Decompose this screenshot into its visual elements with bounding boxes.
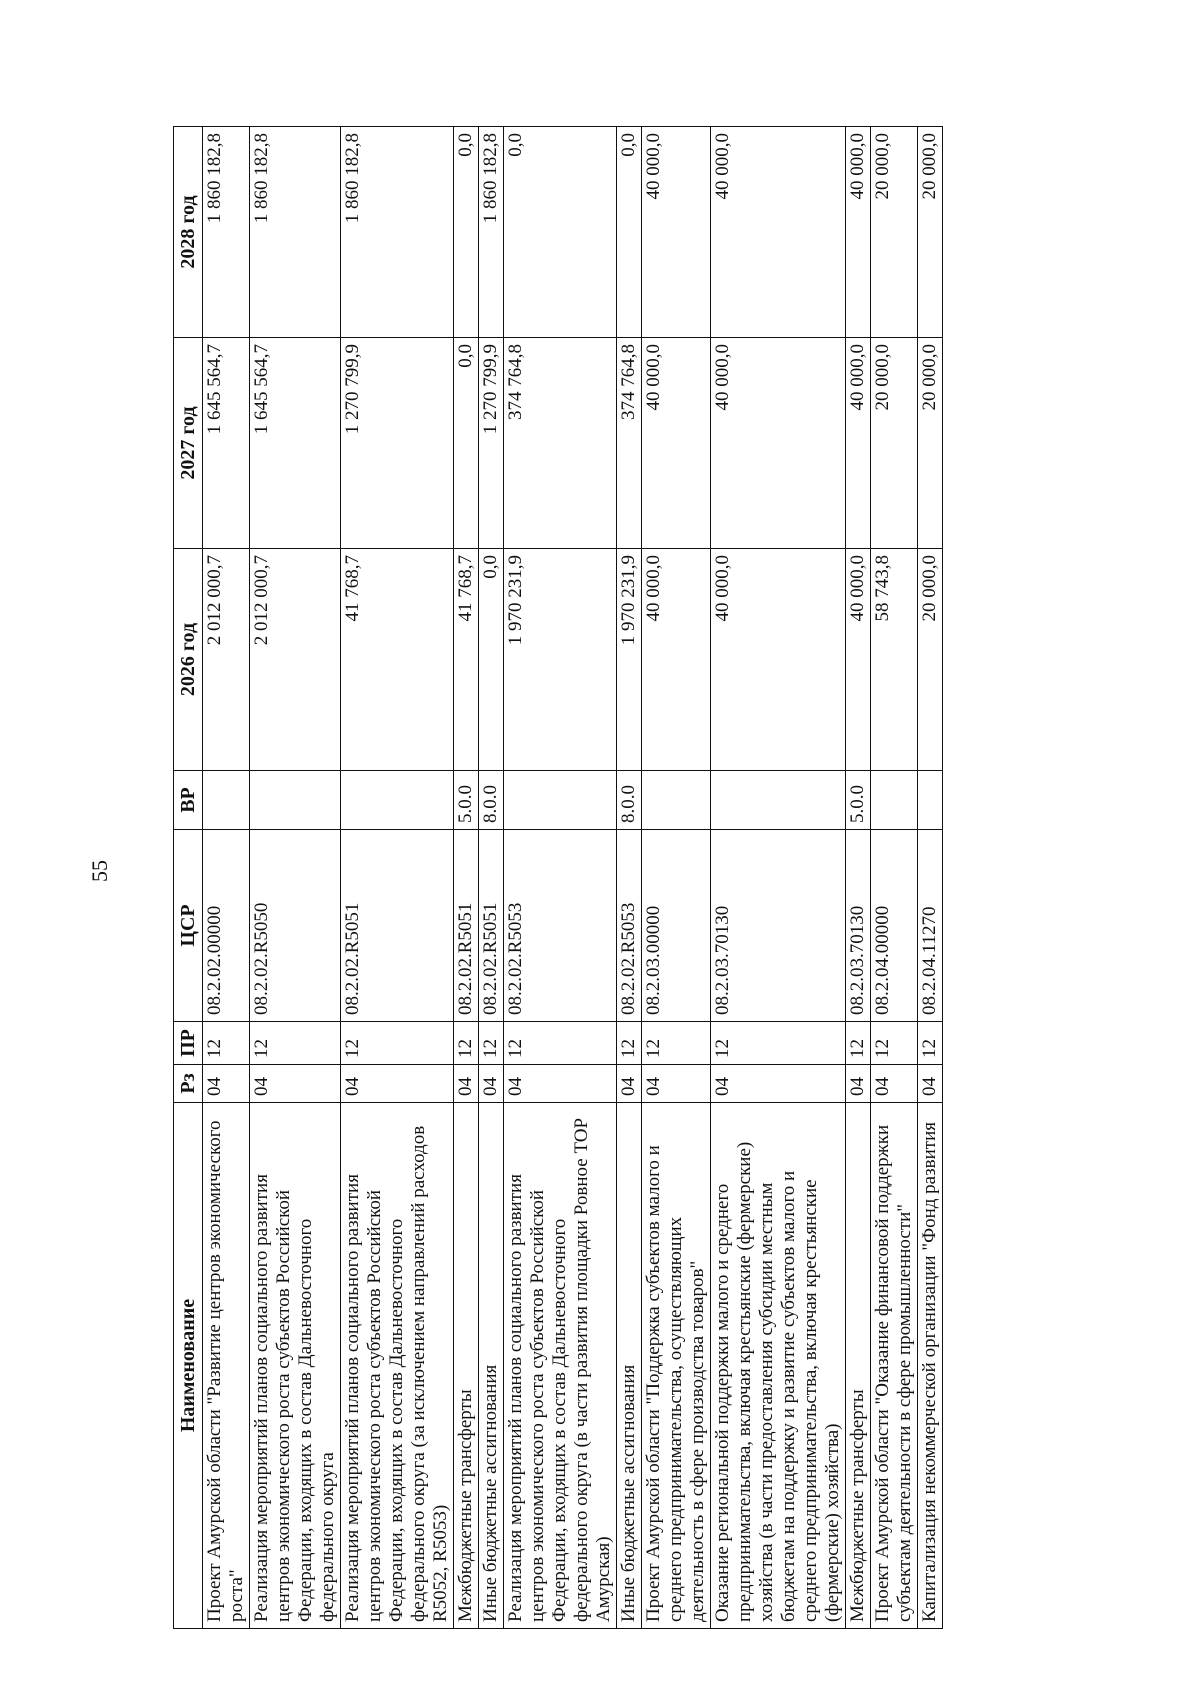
cell-pr: 12 bbox=[617, 1022, 642, 1065]
header-name: Наименование bbox=[174, 1103, 203, 1629]
cell-2026: 41 768,7 bbox=[341, 549, 454, 771]
cell-csr: 08.2.02.R5053 bbox=[617, 830, 642, 1022]
cell-pr: 12 bbox=[479, 1022, 504, 1065]
cell-name: Реализация мероприятий планов социального развития центров экономического роста субъектов Российской Федерации, входящих в состав Дальневосточного федерального округа (за исключением направлений расходов R5052, R5053) bbox=[341, 1103, 454, 1629]
cell-2026: 40 000,0 bbox=[846, 549, 871, 771]
cell-vr: 5.0.0 bbox=[454, 771, 479, 830]
budget-table bbox=[173, 126, 943, 1629]
cell-name: Межбюджетные трансферты bbox=[846, 1103, 871, 1629]
cell-name: Иные бюджетные ассигнования bbox=[617, 1103, 642, 1629]
cell-2026: 2 012 000,7 bbox=[250, 549, 341, 771]
cell-pr: 12 bbox=[711, 1022, 846, 1065]
cell-csr: 08.2.02.R5050 bbox=[250, 830, 341, 1022]
header-2028: 2028 год bbox=[174, 127, 203, 338]
cell-name: Проект Амурской области "Развитие центров экономического роста" bbox=[203, 1103, 250, 1629]
cell-rz: 04 bbox=[250, 1065, 341, 1103]
cell-vr bbox=[504, 771, 617, 830]
header-vr: ВР bbox=[174, 771, 203, 830]
table-row bbox=[918, 127, 943, 1629]
cell-rz: 04 bbox=[711, 1065, 846, 1103]
cell-csr: 08.2.02.R5053 bbox=[504, 830, 617, 1022]
cell-2028: 40 000,0 bbox=[711, 127, 846, 338]
cell-2026: 1 970 231,9 bbox=[617, 549, 642, 771]
cell-csr: 08.2.02.00000 bbox=[203, 830, 250, 1022]
table-row bbox=[479, 127, 504, 1629]
cell-rz: 04 bbox=[642, 1065, 711, 1103]
cell-vr bbox=[918, 771, 943, 830]
table-row bbox=[203, 127, 250, 1629]
table-row bbox=[341, 127, 454, 1629]
cell-pr: 12 bbox=[871, 1022, 918, 1065]
cell-2026: 58 743,8 bbox=[871, 549, 918, 771]
cell-2028: 40 000,0 bbox=[846, 127, 871, 338]
cell-2026: 41 768,7 bbox=[454, 549, 479, 771]
cell-name: Межбюджетные трансферты bbox=[454, 1103, 479, 1629]
cell-2027: 1 645 564,7 bbox=[250, 338, 341, 549]
cell-vr bbox=[341, 771, 454, 830]
cell-2027: 1 270 799,9 bbox=[341, 338, 454, 549]
cell-csr: 08.2.04.00000 bbox=[871, 830, 918, 1022]
cell-2026: 20 000,0 bbox=[918, 549, 943, 771]
cell-2026: 40 000,0 bbox=[642, 549, 711, 771]
cell-name: Иные бюджетные ассигнования bbox=[479, 1103, 504, 1629]
cell-csr: 08.2.03.70130 bbox=[711, 830, 846, 1022]
cell-2028: 1 860 182,8 bbox=[479, 127, 504, 338]
cell-2027: 1 270 799,9 bbox=[479, 338, 504, 549]
header-rz: Рз bbox=[174, 1065, 203, 1103]
cell-pr: 12 bbox=[250, 1022, 341, 1065]
cell-pr: 12 bbox=[341, 1022, 454, 1065]
cell-2027: 40 000,0 bbox=[846, 338, 871, 549]
cell-vr bbox=[250, 771, 341, 830]
table-row bbox=[617, 127, 642, 1629]
cell-pr: 12 bbox=[454, 1022, 479, 1065]
cell-pr: 12 bbox=[203, 1022, 250, 1065]
cell-pr: 12 bbox=[504, 1022, 617, 1065]
table-row bbox=[504, 127, 617, 1629]
cell-csr: 08.2.02.R5051 bbox=[479, 830, 504, 1022]
cell-rz: 04 bbox=[479, 1065, 504, 1103]
cell-2028: 1 860 182,8 bbox=[341, 127, 454, 338]
cell-rz: 04 bbox=[617, 1065, 642, 1103]
cell-rz: 04 bbox=[871, 1065, 918, 1103]
table-row bbox=[846, 127, 871, 1629]
cell-vr: 5.0.0 bbox=[846, 771, 871, 830]
table-row bbox=[871, 127, 918, 1629]
cell-pr: 12 bbox=[642, 1022, 711, 1065]
cell-2027: 40 000,0 bbox=[642, 338, 711, 549]
cell-2028: 1 860 182,8 bbox=[250, 127, 341, 338]
cell-2026: 0,0 bbox=[479, 549, 504, 771]
cell-2027: 374 764,8 bbox=[617, 338, 642, 549]
cell-vr: 8.0.0 bbox=[479, 771, 504, 830]
cell-2028: 0,0 bbox=[617, 127, 642, 338]
cell-rz: 04 bbox=[203, 1065, 250, 1103]
header-csr: ЦСР bbox=[174, 830, 203, 1022]
cell-vr bbox=[642, 771, 711, 830]
cell-name: Проект Амурской области "Поддержка субъектов малого и среднего предпринимательства, осуществляющих деятельность в сфере производства товаров" bbox=[642, 1103, 711, 1629]
cell-csr: 08.2.04.11270 bbox=[918, 830, 943, 1022]
cell-2028: 40 000,0 bbox=[642, 127, 711, 338]
cell-vr bbox=[871, 771, 918, 830]
table-row bbox=[642, 127, 711, 1629]
cell-csr: 08.2.02.R5051 bbox=[341, 830, 454, 1022]
cell-name: Капитализация некоммерческой организации "Фонд развития bbox=[918, 1103, 943, 1629]
table-row bbox=[454, 127, 479, 1629]
cell-name: Проект Амурской области "Оказание финансовой поддержки субъектам деятельности в сфере промышленности" bbox=[871, 1103, 918, 1629]
rotated-page-content bbox=[173, 127, 1183, 1629]
cell-2027: 1 645 564,7 bbox=[203, 338, 250, 549]
cell-2028: 0,0 bbox=[504, 127, 617, 338]
cell-csr: 08.2.02.R5051 bbox=[454, 830, 479, 1022]
cell-2027: 374 764,8 bbox=[504, 338, 617, 549]
header-2027: 2027 год bbox=[174, 338, 203, 549]
cell-2028: 20 000,0 bbox=[918, 127, 943, 338]
cell-rz: 04 bbox=[454, 1065, 479, 1103]
cell-rz: 04 bbox=[504, 1065, 617, 1103]
cell-2027: 40 000,0 bbox=[711, 338, 846, 549]
cell-name: Оказание региональной поддержки малого и среднего предпринимательства, включая крестьянские (фермерские) хозяйства (в части предоставления субсидии местным бюджетам на поддержку и развитие субъектов малого и среднего предпринимательства, включая крестьянские (фермерские) хозяйства) bbox=[711, 1103, 846, 1629]
cell-2028: 1 860 182,8 bbox=[203, 127, 250, 338]
cell-csr: 08.2.03.70130 bbox=[846, 830, 871, 1022]
cell-2026: 1 970 231,9 bbox=[504, 549, 617, 771]
cell-vr bbox=[711, 771, 846, 830]
cell-rz: 04 bbox=[918, 1065, 943, 1103]
cell-2026: 40 000,0 bbox=[711, 549, 846, 771]
header-pr: ПР bbox=[174, 1022, 203, 1065]
page-number: 55 bbox=[87, 860, 112, 882]
cell-vr bbox=[203, 771, 250, 830]
cell-2027: 20 000,0 bbox=[918, 338, 943, 549]
cell-name: Реализация мероприятий планов социального развития центров экономического роста субъектов Российской Федерации, входящих в состав Дальневосточного федерального округа (в части развития площадки Ровное ТОР Амурская) bbox=[504, 1103, 617, 1629]
cell-2027: 0,0 bbox=[454, 338, 479, 549]
cell-2028: 20 000,0 bbox=[871, 127, 918, 338]
cell-2028: 0,0 bbox=[454, 127, 479, 338]
header-2026: 2026 год bbox=[174, 549, 203, 771]
cell-rz: 04 bbox=[846, 1065, 871, 1103]
cell-2027: 20 000,0 bbox=[871, 338, 918, 549]
cell-pr: 12 bbox=[846, 1022, 871, 1065]
cell-pr: 12 bbox=[918, 1022, 943, 1065]
table-row bbox=[711, 127, 846, 1629]
table-row bbox=[250, 127, 341, 1629]
table-header-row bbox=[174, 127, 203, 1629]
cell-2026: 2 012 000,7 bbox=[203, 549, 250, 771]
cell-csr: 08.2.03.00000 bbox=[642, 830, 711, 1022]
cell-vr: 8.0.0 bbox=[617, 771, 642, 830]
cell-name: Реализация мероприятий планов социального развития центров экономического роста субъектов Российской Федерации, входящих в состав Дальневосточного федерального округа bbox=[250, 1103, 341, 1629]
cell-rz: 04 bbox=[341, 1065, 454, 1103]
